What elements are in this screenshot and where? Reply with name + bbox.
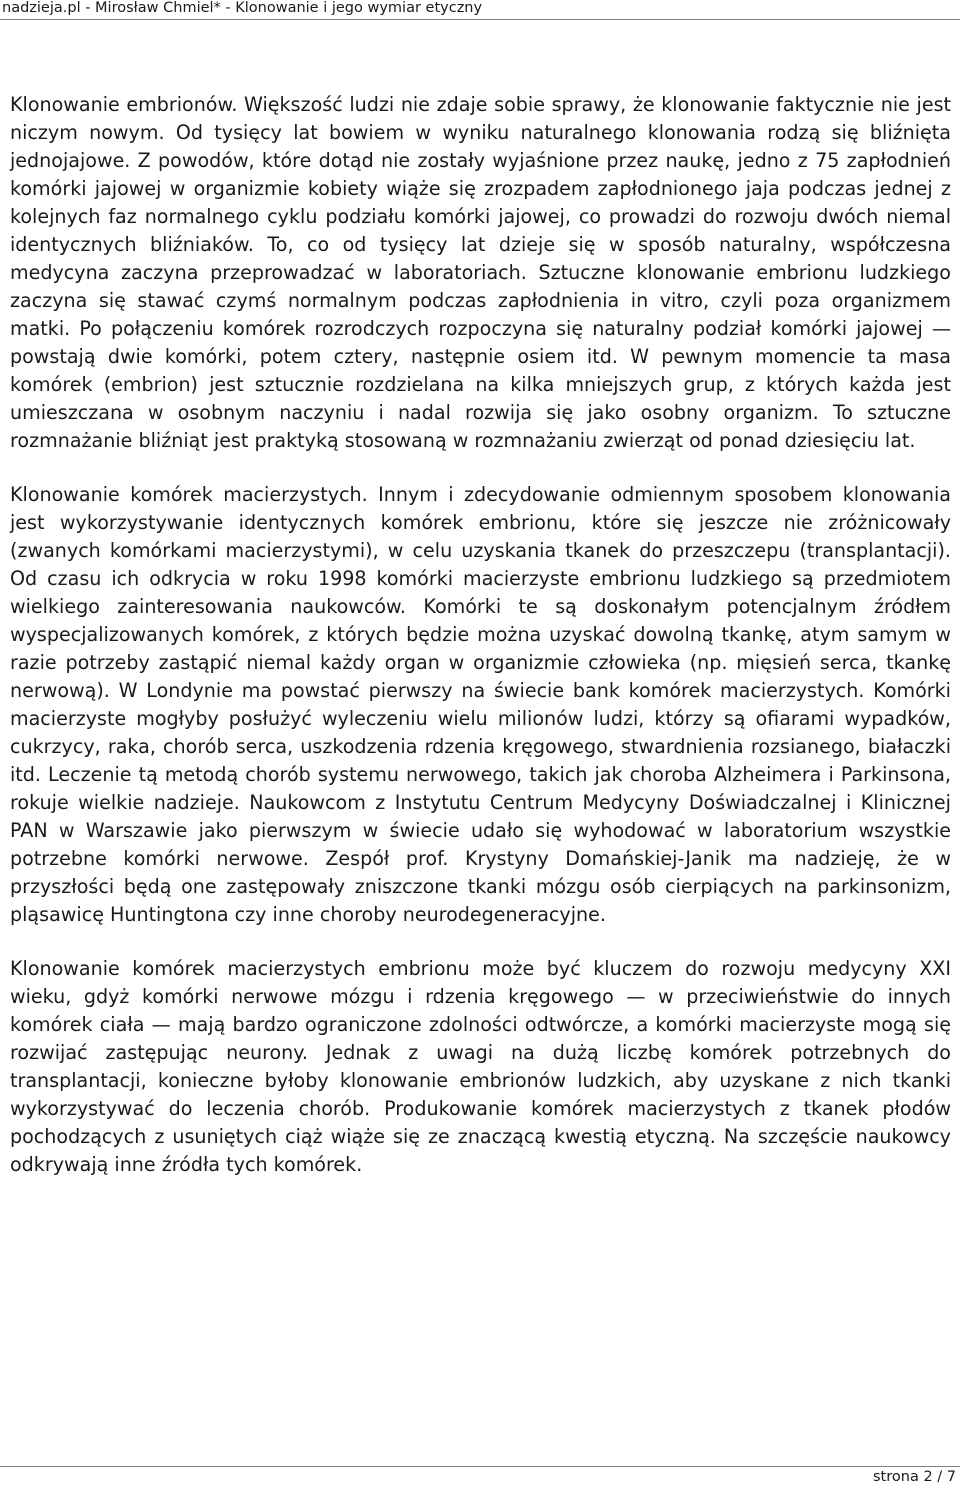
header-divider [0, 19, 960, 20]
paragraph-embryo-cloning: Klonowanie embrionów. Większość ludzi nie zdaje sobie sprawy, że klonowanie faktycznie nie jest niczym nowym. Od tysięcy lat bowiem w wyniku naturalnego klonowania rodzą się bliźnięta jednojajowe. Z powodów, które dotąd nie zostały wyjaśnione przez naukę, jedno z 75 zapłodnień komórki jajowej w organizmie kobiety wiąże się zrozpadem zapłodnionego jaja podczas jednej z kolejnych faz normalnego cyklu podziału komórki jajowej, co prowadzi do rozwoju dwóch niemal identycznych bliźniaków. To, co od tysięcy lat dzieje się w sposób naturalny, współczesna medycyna zaczyna przeprowadzać w laboratoriach. Sztuczne klonowanie embrionu ludzkiego zaczyna się stawać czymś normalnym podczas zapłodnienia in vitro, czyli poza organizmem matki. Po połączeniu komórek rozrodczych rozpoczyna się naturalny podział komórki jajowej — powstają dwie komórki, potem cztery, następnie osiem itd. W pewnym momencie ta masa komórek (embrion) jest sztucznie rozdzielana na kilka mniejszych grup, z których każda jest umieszczana w osobnym naczyniu i nadal rozwija się jako osobny organizm. To sztuczne rozmnażanie bliźniąt jest praktyką stosowaną w rozmnażaniu zwierząt od ponad dziesięciu lat. [10, 93, 951, 452]
page-header [0, 0, 960, 20]
page-number: strona 2 / 7 [873, 1469, 956, 1485]
paragraph-stem-cell-future: Klonowanie komórek macierzystych embrionu może być kluczem do rozwoju medycyny XXI wieku, gdyż komórki nerwowe mózgu i rdzenia kręgowego — w przeciwieństwie do innych komórek ciała — mają bardzo ograniczone zdolności odtwórcze, a komórki macierzyste mogą się rozwijać zastępując neurony. Jednak z uwagi na dużą liczbę komórek potrzebnych do transplantacji, konieczne byłoby klonowanie embrionów ludzkich, aby uzyskane z nich tkanki wykorzystywać do leczenia chorób. Produkowanie komórek macierzystych z tkanek płodów pochodzących z usuniętych ciąż wiąże się ze znaczącą kwestią etyczną. Na szczęście naukowcy odkrywają inne źródła tych komórek. [10, 957, 951, 1176]
page-footer [0, 1466, 960, 1487]
paragraph-stem-cell-cloning: Klonowanie komórek macierzystych. Innym i zdecydowanie odmiennym sposobem klonowania jest wykorzystywanie identycznych komórek embrionu, które się jeszcze nie zróżnicowały (zwanych komórkami macierzystymi), w celu uzyskania tkanek do przeszczepu (transplantacji). Od czasu ich odkrycia w roku 1998 komórki macierzyste embrionu ludzkiego są przedmiotem wielkiego zainteresowania naukowców. Komórki te są doskonałym potencjalnym źródłem wyspecjalizowanych komórek, z których będzie można uzyskać dowolną tkankę, atym samym w razie potrzeby zastąpić niemal każdy organ w organizmie człowieka (np. mięsień serca, tkankę nerwową). W Londynie ma powstać pierwszy na świecie bank komórek macierzystych. Komórki macierzyste mogłyby posłużyć wyleczeniu wielu milionów ludzi, którzy są ofiarami wypadków, cukrzycy, raka, chorób serca, uszkodzenia rdzenia kręgowego, stwardnienia rozsianego, białaczki itd. Leczenie tą metodą chorób systemu nerwowego, takich jak choroba Alzheimera i Parkinsona, rokuje wielkie nadzieje. Naukowcom z Instytutu Centrum Medycyny Doświadczalnej i Klinicznej PAN w Warszawie jako pierwszym w świecie udało się wyhodować w laboratorium wszystkie potrzebne komórki nerwowe. Zespół prof. Krystyny Domańskiej-Janik ma nadzieję, że w przyszłości będą one zastępowały zniszczone tkanki mózgu osób cierpiących na parkinsonizm, pląsawicę Huntingtona czy inne choroby neurodegeneracyjne. [10, 483, 951, 926]
footer-divider [0, 1466, 960, 1467]
document-title: nadzieja.pl - Mirosław Chmiel* - Klonowanie i jego wymiar etyczny [2, 0, 483, 16]
article-body [10, 91, 951, 1205]
